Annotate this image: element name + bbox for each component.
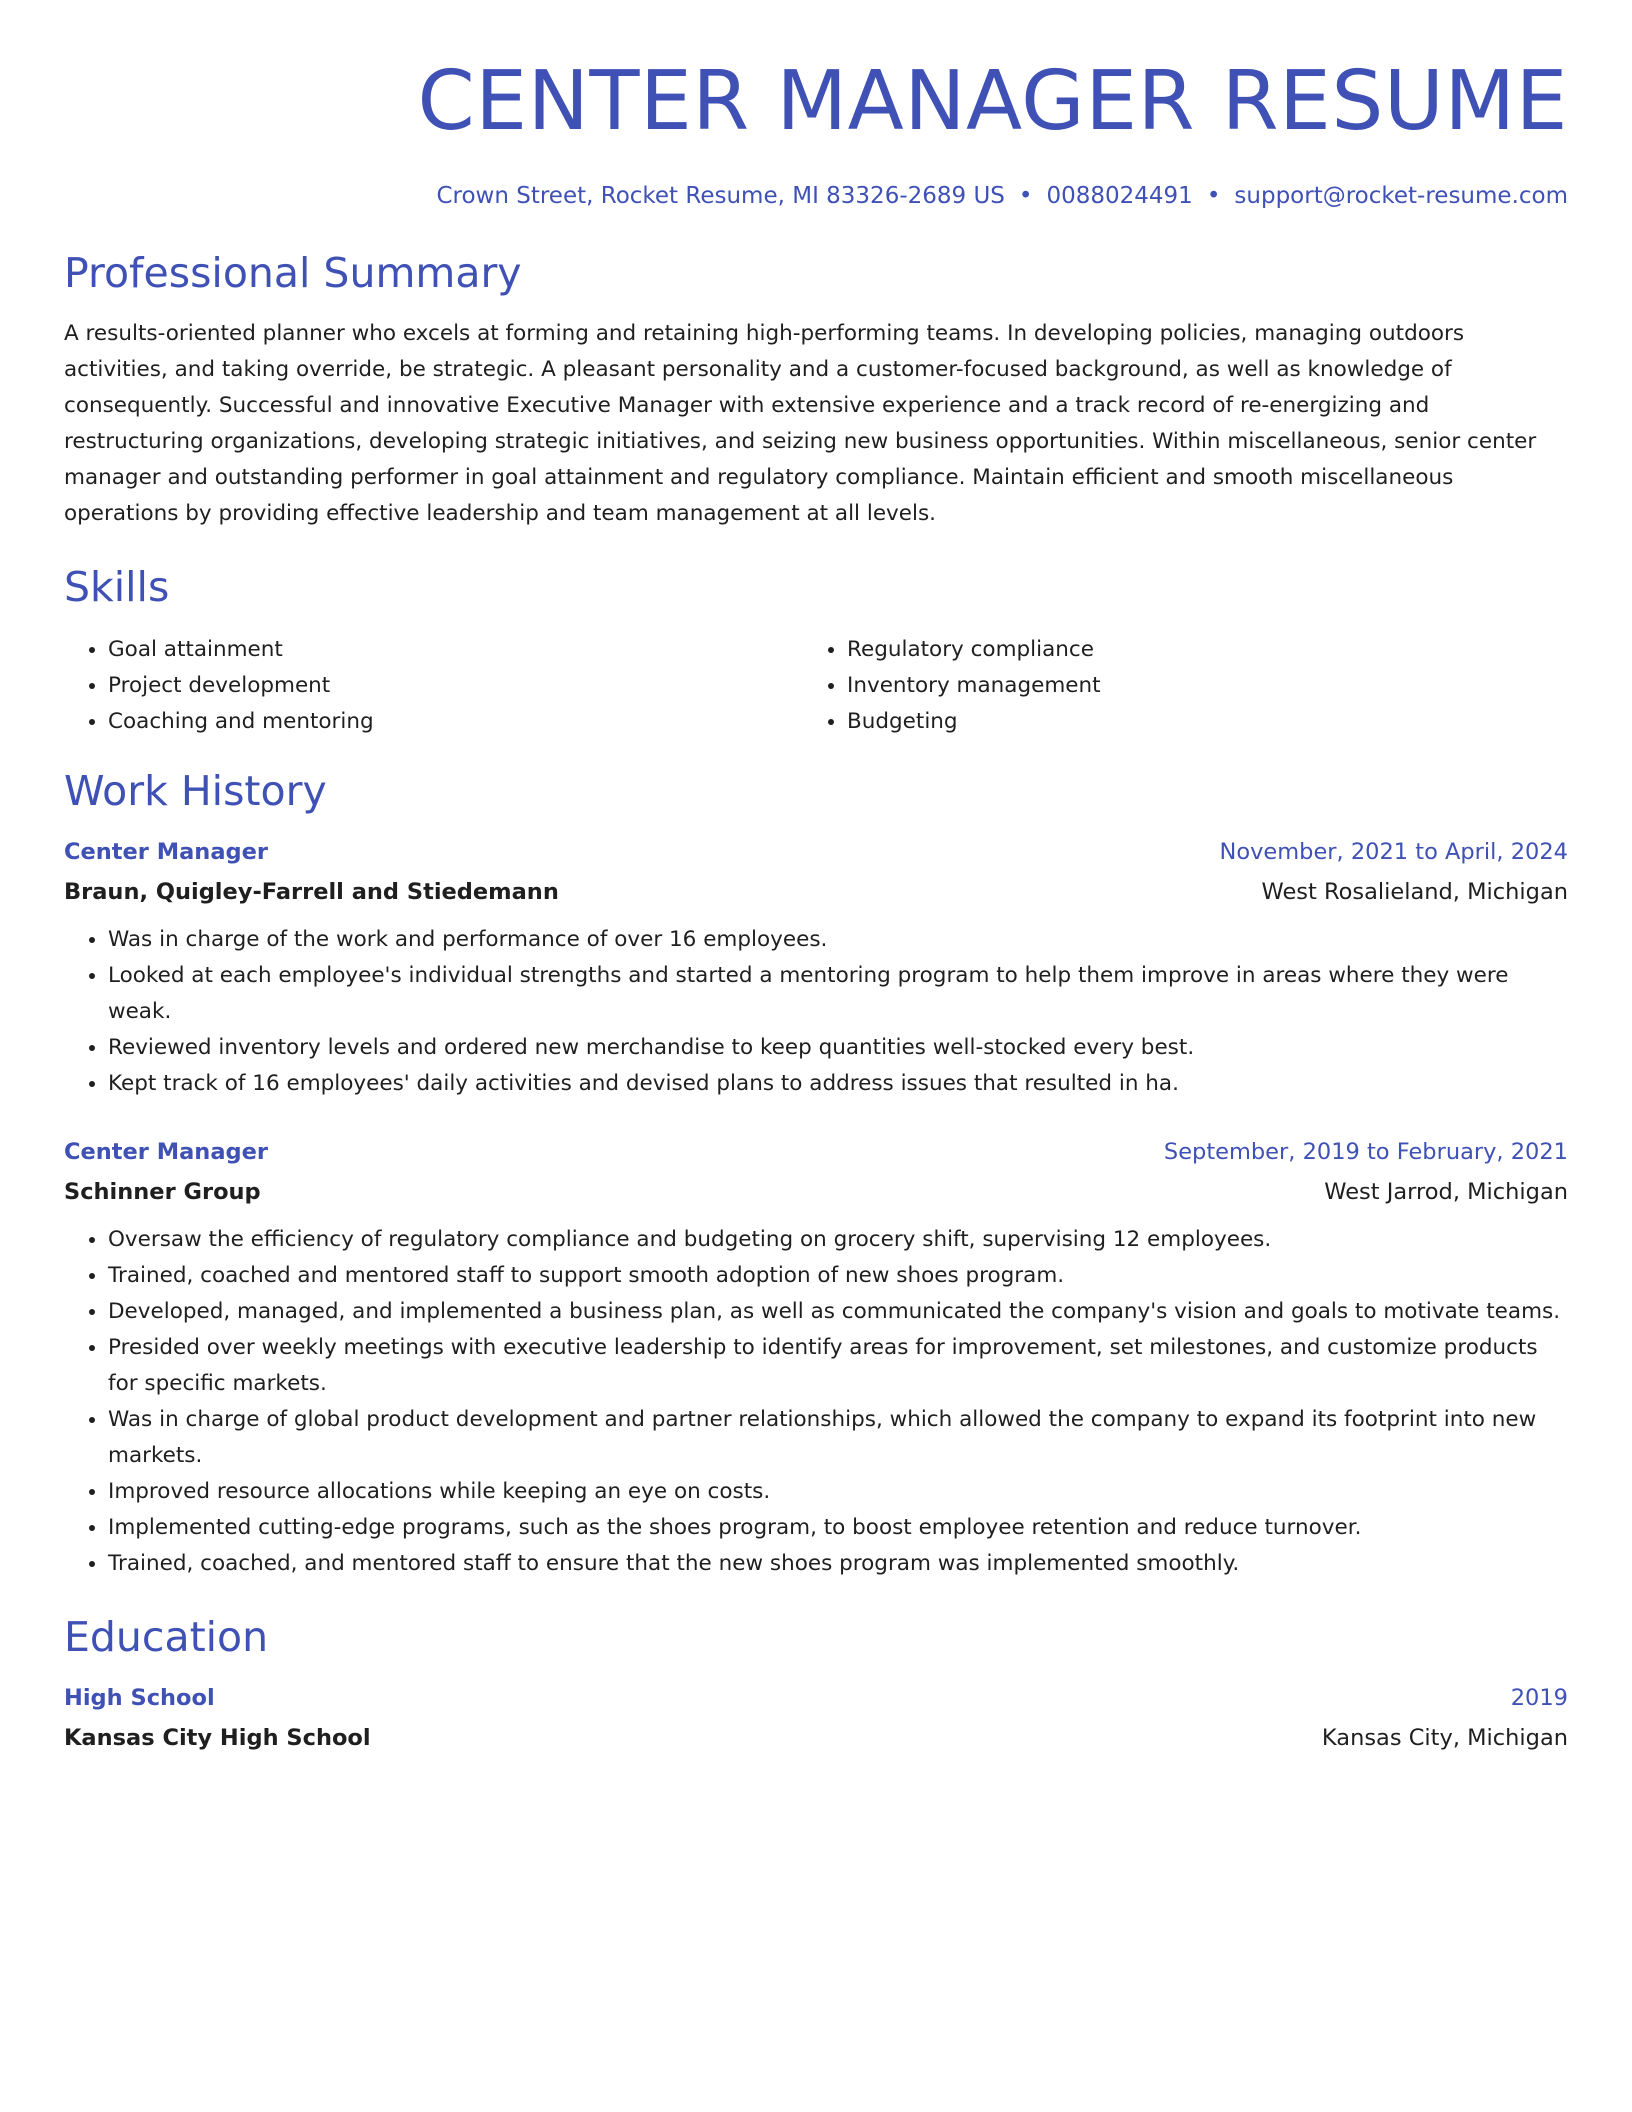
job-title: Center Manager bbox=[64, 1139, 268, 1165]
job-location: West Rosalieland, Michigan bbox=[1261, 879, 1568, 905]
job-duty: • Oversaw the efficiency of regulatory compliance and budgeting on grocery shift, supervising 12 employees. bbox=[108, 1222, 1568, 1258]
education-header-row bbox=[64, 1678, 1568, 1718]
contact-address: Crown Street, Rocket Resume, MI 83326-2689 US bbox=[436, 183, 1005, 209]
job-employer-row bbox=[64, 1172, 1568, 1212]
job-header-row bbox=[64, 1132, 1568, 1172]
skills-column-left bbox=[64, 632, 803, 740]
job-header-row bbox=[64, 832, 1568, 872]
job-title: Center Manager bbox=[64, 839, 268, 865]
skills-heading: Skills bbox=[64, 563, 170, 611]
job-dates: September, 2019 to February, 2021 bbox=[1163, 1139, 1568, 1165]
job-employer-row bbox=[64, 872, 1568, 912]
education-heading: Education bbox=[64, 1613, 269, 1661]
skill-item: • Coaching and mentoring bbox=[108, 704, 803, 740]
job-duty: • Presided over weekly meetings with executive leadership to identify areas for improvement, set milestones, and customize products for specific markets. bbox=[108, 1330, 1568, 1402]
contact-phone: 0088024491 bbox=[1046, 183, 1193, 209]
job-duty: • Implemented cutting-edge programs, such as the shoes program, to boost employee retention and reduce turnover. bbox=[108, 1510, 1568, 1546]
job-duty: • Trained, coached and mentored staff to support smooth adoption of new shoes program. bbox=[108, 1258, 1568, 1294]
skills-list bbox=[64, 632, 1568, 740]
job-duty: • Developed, managed, and implemented a business plan, as well as communicated the company's vision and goals to motivate teams. bbox=[108, 1294, 1568, 1330]
skill-item: • Regulatory compliance bbox=[847, 632, 1542, 668]
job-employer: Braun, Quigley-Farrell and Stiedemann bbox=[64, 879, 559, 905]
contact-email: support@rocket-resume.com bbox=[1234, 183, 1568, 209]
job-location: West Jarrod, Michigan bbox=[1324, 1179, 1568, 1205]
education-entry bbox=[64, 1678, 1568, 1758]
skill-item: • Inventory management bbox=[847, 668, 1542, 704]
contact-separator: • bbox=[1018, 183, 1033, 209]
education-location: Kansas City, Michigan bbox=[1321, 1725, 1568, 1751]
work-history-heading: Work History bbox=[64, 767, 327, 815]
job-duty: • Kept track of 16 employees' daily activities and devised plans to address issues that resulted in ha. bbox=[108, 1066, 1568, 1102]
job-entry bbox=[64, 1132, 1568, 1582]
skill-item: • Budgeting bbox=[847, 704, 1542, 740]
job-duty: • Looked at each employee's individual strengths and started a mentoring program to help them improve in areas where they were weak. bbox=[108, 958, 1568, 1030]
education-year: 2019 bbox=[1510, 1685, 1568, 1711]
education-degree: High School bbox=[64, 1685, 215, 1711]
job-duty: • Reviewed inventory levels and ordered new merchandise to keep quantities well-stocked every best. bbox=[108, 1030, 1568, 1066]
job-duty: • Was in charge of global product development and partner relationships, which allowed the company to expand its footprint into new markets. bbox=[108, 1402, 1568, 1474]
summary-text: A results-oriented planner who excels at forming and retaining high-performing teams. In developing policies, managing outdoors activities, and taking override, be strategic. A pleasant personality and a customer-focused background, as well as knowledge of consequently. Successful and innovative Executive Manager with extensive experience and a track record of re-energizing and restructuring organizations, developing strategic initiatives, and seizing new business opportunities. Within miscellaneous, senior center manager and outstanding performer in goal attainment and regulatory compliance. Maintain efficient and smooth miscellaneous operations by providing effective leadership and team management at all levels. bbox=[64, 321, 1537, 526]
job-dates: November, 2021 to April, 2024 bbox=[1219, 839, 1568, 865]
job-duties-list bbox=[64, 922, 1568, 1102]
skill-item: • Goal attainment bbox=[108, 632, 803, 668]
job-entry bbox=[64, 832, 1568, 1102]
job-duty: • Was in charge of the work and performance of over 16 employees. bbox=[108, 922, 1568, 958]
contact-separator: • bbox=[1206, 183, 1221, 209]
resume-title: CENTER MANAGER RESUME bbox=[417, 54, 1568, 149]
skill-item: • Project development bbox=[108, 668, 803, 704]
skills-column-right bbox=[803, 632, 1542, 740]
job-employer: Schinner Group bbox=[64, 1179, 261, 1205]
job-duties-list bbox=[64, 1222, 1568, 1582]
education-school: Kansas City High School bbox=[64, 1725, 371, 1751]
job-duty: • Trained, coached, and mentored staff to ensure that the new shoes program was implemented smoothly. bbox=[108, 1546, 1568, 1582]
job-duty: • Improved resource allocations while keeping an eye on costs. bbox=[108, 1474, 1568, 1510]
contact-line bbox=[64, 180, 1568, 212]
education-school-row bbox=[64, 1718, 1568, 1758]
summary-heading: Professional Summary bbox=[64, 249, 522, 297]
